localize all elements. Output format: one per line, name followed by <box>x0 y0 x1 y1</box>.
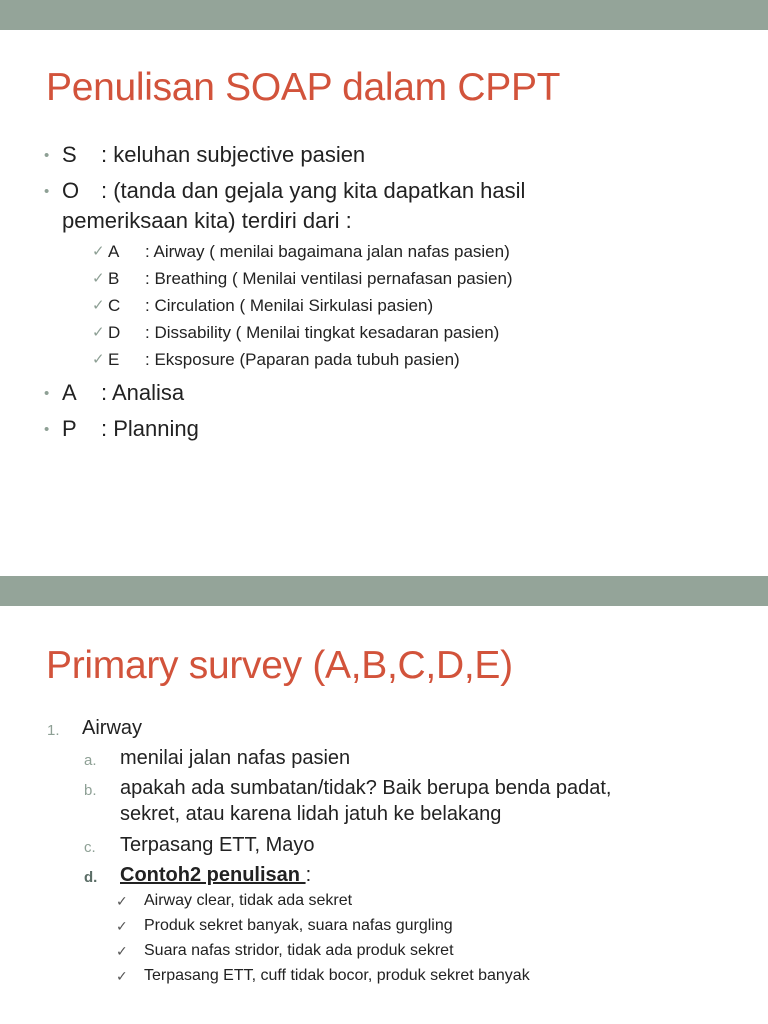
sub-text-d <box>120 864 311 887</box>
check-icon: ✓ <box>92 351 105 368</box>
check-icon: ✓ <box>92 270 105 287</box>
example-item: Produk sekret banyak, suara nafas gurgling <box>144 917 453 934</box>
bullet-icon: • <box>44 147 50 164</box>
example-item: Terpasang ETT, cuff tidak bocor, produk sekret banyak <box>144 967 530 984</box>
example-heading-colon: : <box>305 864 312 886</box>
sub-text-b: : Breathing ( Menilai ventilasi pernafasan pasien) <box>145 269 513 288</box>
sub-text-c: Terpasang ETT, Mayo <box>120 834 315 856</box>
example-heading: Contoh2 penulisan <box>120 864 306 886</box>
bullet-icon: • <box>44 421 50 438</box>
check-icon: ✓ <box>116 893 128 909</box>
soap-text-o: : (tanda dan gejala yang kita dapatkan hasil <box>101 178 526 203</box>
example-item: Airway clear, tidak ada sekret <box>144 892 353 909</box>
soap-text-s: : keluhan subjective pasien <box>101 142 366 167</box>
sub-key-e: E <box>108 350 120 369</box>
sub-text-a: : Airway ( menilai bagaimana jalan nafas pasien) <box>145 242 510 261</box>
sub-text-d: : Dissability ( Menilai tingkat kesadaran pasien) <box>145 323 500 342</box>
sub-key-c: C <box>108 296 121 315</box>
sub-text-c: : Circulation ( Menilai Sirkulasi pasien) <box>145 296 434 315</box>
top-band <box>0 0 768 30</box>
sub-key-b: B <box>108 269 120 288</box>
slide2-title: Primary survey (A,B,C,D,E) <box>46 644 513 687</box>
check-icon: ✓ <box>92 243 105 260</box>
sub-marker-c: c. <box>84 839 96 856</box>
slide1-title: Penulisan SOAP dalam CPPT <box>46 66 561 109</box>
bullet-icon: • <box>44 183 50 200</box>
check-icon: ✓ <box>92 297 105 314</box>
sub-text-b: apakah ada sumbatan/tidak? Baik berupa benda padat, <box>120 777 612 799</box>
sub-text-a: menilai jalan nafas pasien <box>120 747 351 769</box>
sub-marker-a: a. <box>84 752 97 769</box>
check-icon: ✓ <box>116 968 128 984</box>
soap-key-p: P <box>62 416 77 441</box>
check-icon: ✓ <box>116 918 128 934</box>
soap-key-s: S <box>62 142 77 167</box>
soap-text-o-cont: pemeriksaan kita) terdiri dari : <box>62 208 352 233</box>
sub-marker-d: d. <box>84 869 98 886</box>
check-icon: ✓ <box>116 943 128 959</box>
sub-text-e: : Eksposure (Paparan pada tubuh pasien) <box>145 350 460 369</box>
sub-marker-b: b. <box>84 782 97 799</box>
soap-key-a: A <box>62 380 77 405</box>
example-item: Suara nafas stridor, tidak ada produk sekret <box>144 942 454 959</box>
sub-key-a: A <box>108 242 120 261</box>
check-icon: ✓ <box>92 324 105 341</box>
soap-text-p: : Planning <box>101 416 199 441</box>
soap-key-o: O <box>62 178 80 203</box>
airway-heading: Airway <box>82 717 143 739</box>
list-number: 1. <box>47 722 60 739</box>
bullet-icon: • <box>44 385 50 402</box>
mid-band <box>0 576 768 606</box>
sub-key-d: D <box>108 323 121 342</box>
soap-text-a: : Analisa <box>101 380 185 405</box>
sub-text-b-cont: sekret, atau karena lidah jatuh ke belakang <box>120 803 502 825</box>
